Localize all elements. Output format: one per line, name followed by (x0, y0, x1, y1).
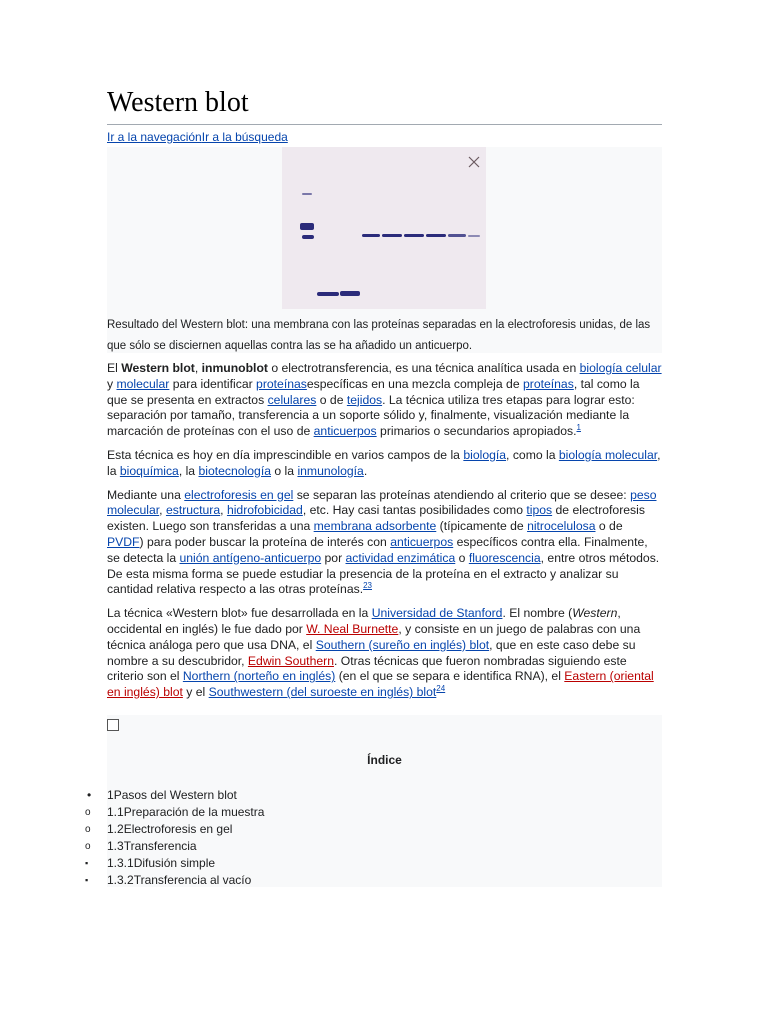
marker-x-icon (467, 155, 481, 169)
page-title: Western blot (107, 86, 662, 125)
link-tipos[interactable]: tipos (526, 503, 553, 518)
toc-title: Índice (367, 752, 402, 767)
square-bullet-icon: ▪ (85, 857, 89, 868)
jump-to-navigation-link[interactable]: Ir a la navegación (107, 130, 202, 144)
toc-item-1-3-2[interactable]: ▪ 1.3.2Transferencia al vacío (85, 872, 252, 887)
link-anticuerpos[interactable]: anticuerpos (313, 424, 377, 439)
link-biologia-celular[interactable]: biología celular (579, 361, 662, 375)
link-southwestern-blot[interactable]: Southwestern (del suroeste en inglés) blot (208, 685, 437, 700)
toc-item-1-1[interactable]: o 1.1Preparación de la muestra (85, 804, 265, 819)
link-pvdf[interactable]: PVDF (107, 534, 140, 549)
figure (107, 147, 662, 353)
link-proteinas[interactable]: proteínas (256, 376, 307, 391)
link-peso-molecular[interactable]: peso molecular (107, 487, 657, 518)
link-biologia-molecular[interactable]: biología molecular (558, 447, 658, 462)
link-tejidos[interactable]: tejidos (346, 392, 383, 407)
link-actividad-enzimatica[interactable]: actividad enzimática (345, 550, 456, 565)
toc-item-1-3-1[interactable]: ▪ 1.3.1Difusión simple (85, 855, 216, 870)
circle-bullet-icon: o (85, 840, 91, 852)
western-blot-image[interactable] (282, 147, 486, 309)
paragraph-fields: Esta técnica es hoy en día imprescindible en varios campos de la biología, como la biología molecular, la bioquímica, la biotecnología o la inmunología. (107, 447, 661, 478)
toc-toggle-checkbox[interactable] (107, 719, 119, 731)
link-proteinas-2[interactable]: proteínas (522, 376, 574, 391)
circle-bullet-icon: o (85, 806, 91, 818)
link-union-antigeno-anticuerpo[interactable]: unión antígeno-anticuerpo (179, 550, 322, 565)
link-bioquimica[interactable]: bioquímica (119, 463, 179, 478)
link-eastern-blot[interactable]: Eastern (oriental en inglés) blot (107, 669, 654, 700)
link-biologia[interactable]: biología (463, 447, 507, 462)
table-of-contents (85, 715, 662, 887)
link-inmunologia[interactable]: inmunología (297, 463, 364, 478)
link-universidad-de-stanford[interactable]: Universidad de Stanford (371, 606, 503, 621)
link-fluorescencia[interactable]: fluorescencia (468, 550, 541, 565)
link-estructura[interactable]: estructura (165, 503, 221, 518)
link-anticuerpos-2[interactable]: anticuerpos (390, 534, 454, 549)
bullet-icon: • (87, 787, 92, 802)
figure-caption: Resultado del Western blot: una membrana con las proteínas separadas en la electroforesis unidas, de las que sólo se disciernen aquellas contra las se ha añadido un anticuerpo. (107, 319, 651, 352)
jump-links (107, 129, 662, 145)
article (85, 86, 662, 887)
link-hidrofobicidad[interactable]: hidrofobicidad (226, 503, 303, 518)
link-nitrocelulosa[interactable]: nitrocelulosa (527, 519, 596, 534)
paragraph-method: Mediante una electroforesis en gel se separan las proteínas atendiendo al criterio que se desee: peso molecular, estructura, hidrofobicidad, etc. Hay casi tantas posibilidades como tipos de electroforesis existen. Luego son transferidas a una membrana adsorbente (típicamente de nitrocelulosa o de PVDF) para poder buscar la proteína de interés con anticuerpos específicos contra ella. Finalmente, se detecta la unión antígeno-anticuerpo por actividad enzimática o fluorescencia, entre otros métodos. De esta misma forma se puede estudiar la presencia de la proteína en el extracto y analizar su cantidad relativa respecto a las otras proteínas.$^{23}$ (107, 487, 660, 597)
link-electroforesis-en-gel[interactable]: electroforesis en gel (184, 487, 294, 502)
link-w-neal-burnette[interactable]: W. Neal Burnette (306, 621, 399, 636)
toc-item-1-3[interactable]: o 1.3Transferencia ▪ 1.3.1Difusión simple ▪ 1.3.2Transferencia al vacío (107, 838, 264, 889)
link-northern-blot[interactable]: Northern (norteño en inglés) (182, 669, 336, 684)
reference-link[interactable]: 24 (436, 684, 446, 694)
square-bullet-icon: ▪ (85, 874, 89, 885)
link-edwin-southern[interactable]: Edwin Southern (247, 653, 334, 668)
jump-to-search-link[interactable]: Ir a la búsqueda (201, 130, 288, 144)
toc-list (85, 787, 265, 889)
paragraph-intro: El Western blot, inmunoblot o electrotransferencia, es una técnica analítica usada en biología celular y molecular para identificar proteínasespecíficas en una mezcla compleja de proteínas, tal como la que se presenta en extractos celulares o de tejidos. La técnica utiliza tres etapas para lograr esto: separación por tamaño, transferencia a un soporte sólido y, finalmente, visualización mediante la marcación de proteínas con el uso de anticuerpos primarios o secundarios apropiados.$^1$ (107, 361, 662, 439)
link-southern-blot[interactable]: Southern (sureño en inglés) blot (315, 637, 490, 652)
link-biotecnologia[interactable]: biotecnología (198, 463, 271, 478)
reference-link[interactable]: 1 (576, 423, 581, 433)
toc-item-1-2[interactable]: o 1.2Electroforesis en gel (85, 821, 233, 836)
link-molecular[interactable]: molecular (116, 376, 170, 391)
reference-link[interactable]: 23 (363, 581, 372, 591)
link-membrana-adsorbente[interactable]: membrana adsorbente (313, 519, 437, 534)
paragraph-history: La técnica «Western blot» fue desarrollada en la Universidad de Stanford. El nombre (Western, occidental en inglés) le fue dado por W. Neal Burnette, y consiste en un juego de palabras con una técnica análoga pero que usa DNA, el Southern (sureño en inglés) blot, que en este caso debe su nombre a su descubridor, Edwin Southern. Otras técnicas que fueron nombradas siguiendo este criterio son el Northern (norteño en inglés) (en el que se separa e identifica RNA), el Eastern (oriental en inglés) blot y el Southwestern (del suroeste en inglés) blot$^{24}$ (107, 606, 654, 700)
circle-bullet-icon: o (85, 823, 91, 835)
link-celulares[interactable]: celulares (267, 392, 317, 407)
toc-item-1[interactable]: • 1Pasos del Western blot o 1.1Preparación de la muestra o 1.2Electroforesis en gel o 1.3Transferencia ▪ 1.3.1Difusión simple ▪ 1.3.2Transferencia al vacío (85, 787, 265, 887)
